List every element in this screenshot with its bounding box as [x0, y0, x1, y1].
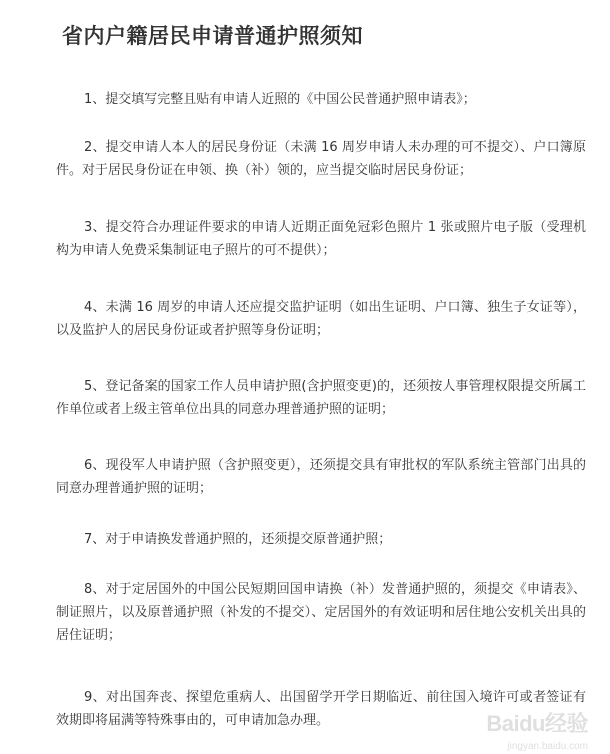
item-text: 7、对于申请换发普通护照的，还须提交原普通护照； [84, 532, 392, 547]
list-item-8 [56, 578, 586, 647]
list-item-6 [56, 454, 586, 500]
baidu-jingyan-watermark [486, 704, 598, 752]
item-text: 3、提交符合办理证件要求的申请人近期正面免冠彩色照片 1 张或照片电子版（受理机构为申请人免费采集制证电子照片的可不提供）； [56, 220, 586, 258]
watermark-logo: Baidu经验 [486, 711, 588, 736]
watermark-url: jingyan.baidu.com [507, 741, 588, 752]
item-text: 8、对于定居国外的中国公民短期回国申请换（补）发普通护照的，须提交《申请表》、制证照片，以及原普通护照（补发的不提交）、定居国外的有效证明和居住地公安机关出具的居住证明； [56, 582, 586, 643]
list-item-3 [56, 216, 586, 262]
item-text: 5、登记备案的国家工作人员申请护照(含护照变更)的，还须按人事管理权限提交所属工作单位或者上级主管单位出具的同意办理普通护照的证明； [56, 379, 586, 417]
item-text: 2、提交申请人本人的居民身份证（未满 16 周岁申请人未办理的可不提交）、户口簿原件。对于居民身份证在申领、换（补）领的，应当提交临时居民身份证； [56, 140, 586, 178]
list-item-7 [56, 528, 586, 551]
item-text: 9、对出国奔丧、探望危重病人、出国留学开学日期临近、前往国入境许可或者签证有效期即将届满等特殊事由的，可申请加急办理。 [56, 690, 586, 728]
item-text: 6、现役军人申请护照（含护照变更），还须提交具有审批权的军队系统主管部门出具的同意办理普通护照的证明； [56, 458, 586, 496]
item-text: 4、未满 16 周岁的申请人还应提交监护证明（如出生证明、户口簿、独生子女证等），以及监护人的居民身份证或者护照等身份证明； [56, 300, 586, 338]
list-item-5 [56, 375, 586, 421]
list-item-1 [56, 88, 586, 111]
page-title: 省内户籍居民申请普通护照须知 [62, 24, 363, 48]
list-item-4 [56, 296, 586, 342]
list-item-2 [56, 136, 586, 182]
item-text: 1、提交填写完整且贴有申请人近照的《中国公民普通护照申请表》； [84, 92, 476, 107]
